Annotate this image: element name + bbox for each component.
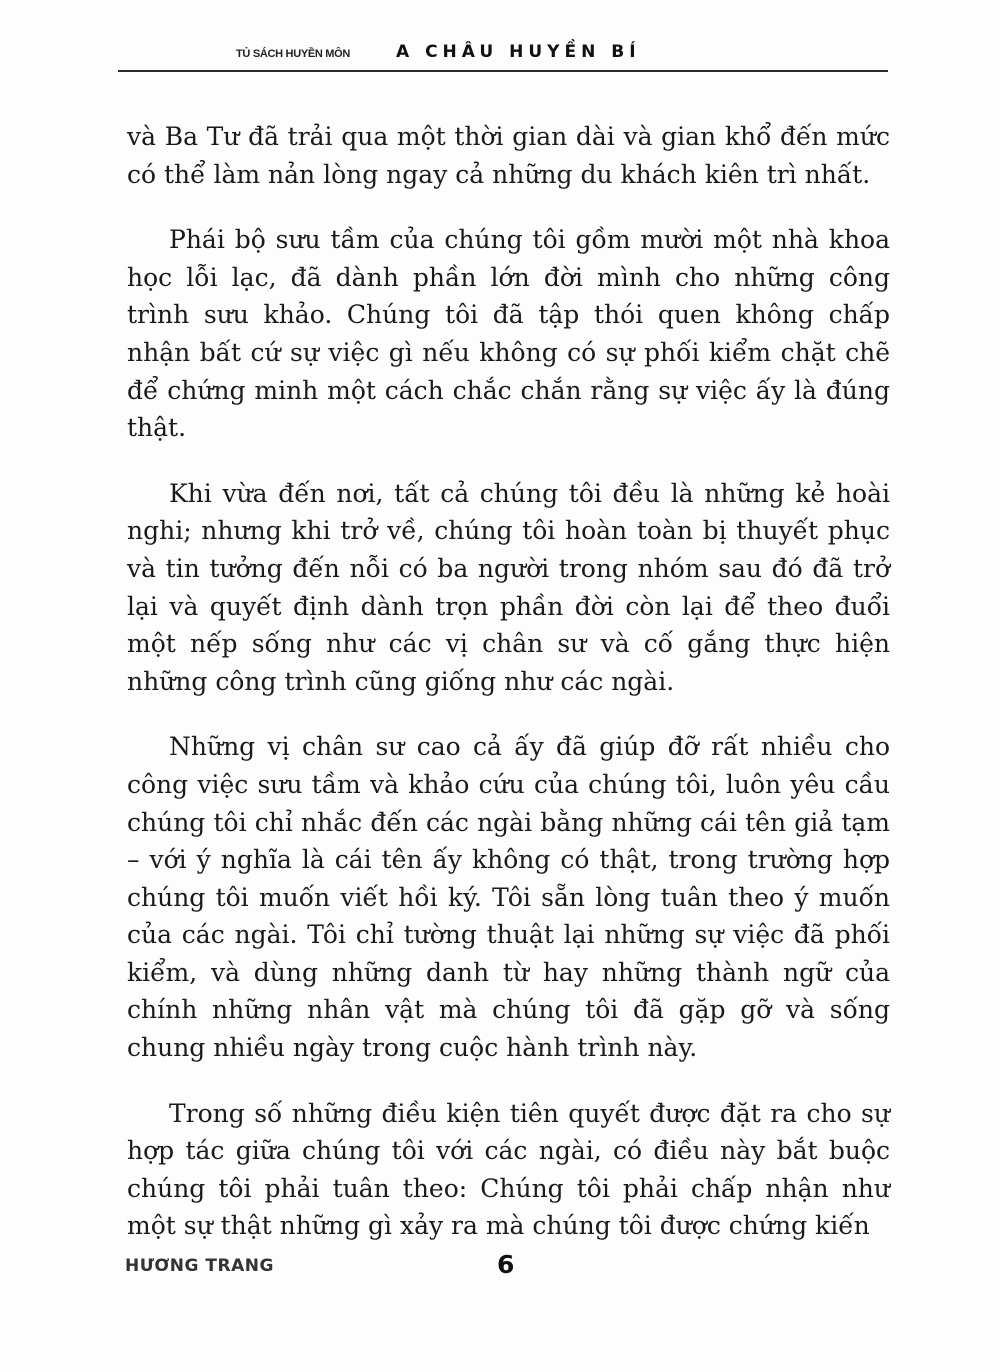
paragraph-5: Trong số những điều kiện tiên quyết được đặt ra cho sự hợp tác giữa chúng tôi với các ngài, có điều này bắt buộc chúng tôi phải tuân theo: Chúng tôi phải chấp nhận như một sự thật những gì xảy ra mà chúng tôi được chứng kiến xyxy=(127,1098,890,1241)
paragraph-3: Khi vừa đến nơi, tất cả chúng tôi đều là những kẻ hoài nghi; nhưng khi trở về, chúng tôi hoàn toàn bị thuyết phục và tin tưởng đến nỗi có ba người trong nhóm sau đó đã trở lại và quyết định dành trọn phần đời còn lại để theo đuổi một nếp sống như các vị chân sư và cố gắng thực hiện những công trình cũng giống như các ngài. xyxy=(127,478,890,696)
paragraph-1: và Ba Tư đã trải qua một thời gian dài và gian khổ đến mức có thể làm nản lòng ngay cả những du khách kiên trì nhất. xyxy=(127,122,890,189)
series-label: TỦ SÁCH HUYỀN MÔN xyxy=(236,48,351,60)
running-header xyxy=(118,40,888,72)
page-number: 6 xyxy=(497,1250,515,1279)
body-text xyxy=(127,118,890,1273)
page-footer xyxy=(125,1250,890,1290)
book-title: A CHÂU HUYỀN BÍ xyxy=(396,42,641,62)
publisher-name: HƯƠNG TRANG xyxy=(125,1256,274,1276)
header-rule xyxy=(118,70,888,72)
paragraph-2: Phái bộ sưu tầm của chúng tôi gồm mười một nhà khoa học lỗi lạc, đã dành phần lớn đời mình cho những công trình sưu khảo. Chúng tôi đã tập thói quen không chấp nhận bất cứ sự việc gì nếu không có sự phối kiểm chặt chẽ để chứng minh một cách chắc chắn rằng sự việc ấy là đúng thật. xyxy=(127,225,890,443)
paragraph-4: Những vị chân sư cao cả ấy đã giúp đỡ rất nhiều cho công việc sưu tầm và khảo cứu của chúng tôi, luôn yêu cầu chúng tôi chỉ nhắc đến các ngài bằng những cái tên giả tạm – với ý nghĩa là cái tên ấy không có thật, trong trường hợp chúng tôi muốn viết hồi ký. Tôi sẵn lòng tuân theo ý muốn của các ngài. Tôi chỉ tường thuật lại những sự việc đã phối kiểm, và dùng những danh từ hay những thành ngữ của chính những nhân vật mà chúng tôi đã gặp gỡ và sống chung nhiều ngày trong cuộc hành trình này. xyxy=(127,732,890,1063)
